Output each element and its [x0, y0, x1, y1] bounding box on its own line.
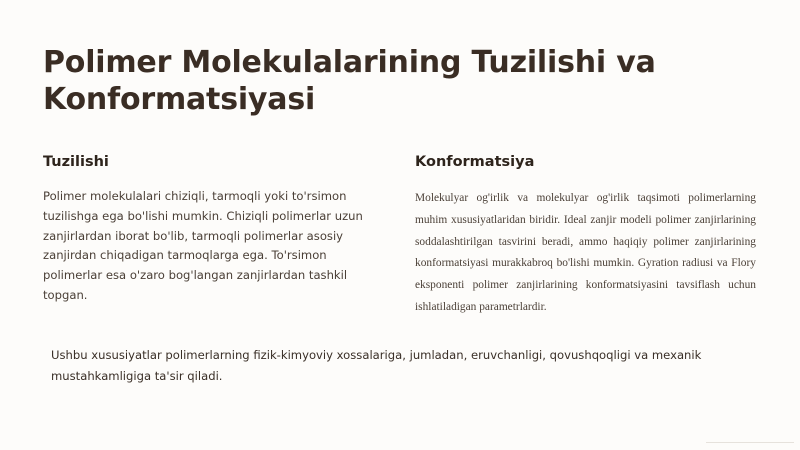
conformation-body: Molekulyar og'irlik va molekulyar og'irlik taqsimoti polimerlarning muhim xususiyatlaridan biridir. Ideal zanjir modeli polimer zanjirlarining soddalashtirilgan tasvirini beradi, ammo haqiqiy polimer zanjirlarining konformatsiyasi murakkabroq bo'lishi mumkin. Gyration radiusi va Flory eksponenti polimer zanjirlarining konformatsiyasini tavsiflash uchun ishlatiladigan parametrlardir. — [415, 192, 756, 313]
structure-body: Polimer molekulalari chiziqli, tarmoqli yoki to'rsimon tuzilishga ega bo'lishi mumkin. Chiziqli polimerlar uzun zanjirlardan iborat bo'lib, tarmoqli polimerlar asosiy zanjirdan chiqadigan tarmoqlarga ega. To'rsimon polimerlar esa o'zaro bog'langan zanjirlardan tashkil topgan. — [43, 189, 363, 302]
page-title: Polimer Molekulalarining Tuzilishi va Konformatsiyasi — [43, 45, 656, 117]
summary-text: Ushbu xususiyatlar polimerlarning fizik-kimyoviy xossalariga, jumladan, eruvchanligi, qovushqoqligi va mexanik mustahkamligiga ta'sir qiladi. — [51, 348, 702, 383]
conformation-heading: Konformatsiya — [415, 154, 535, 170]
corner-divider — [706, 442, 794, 443]
structure-heading: Tuzilishi — [43, 154, 109, 170]
